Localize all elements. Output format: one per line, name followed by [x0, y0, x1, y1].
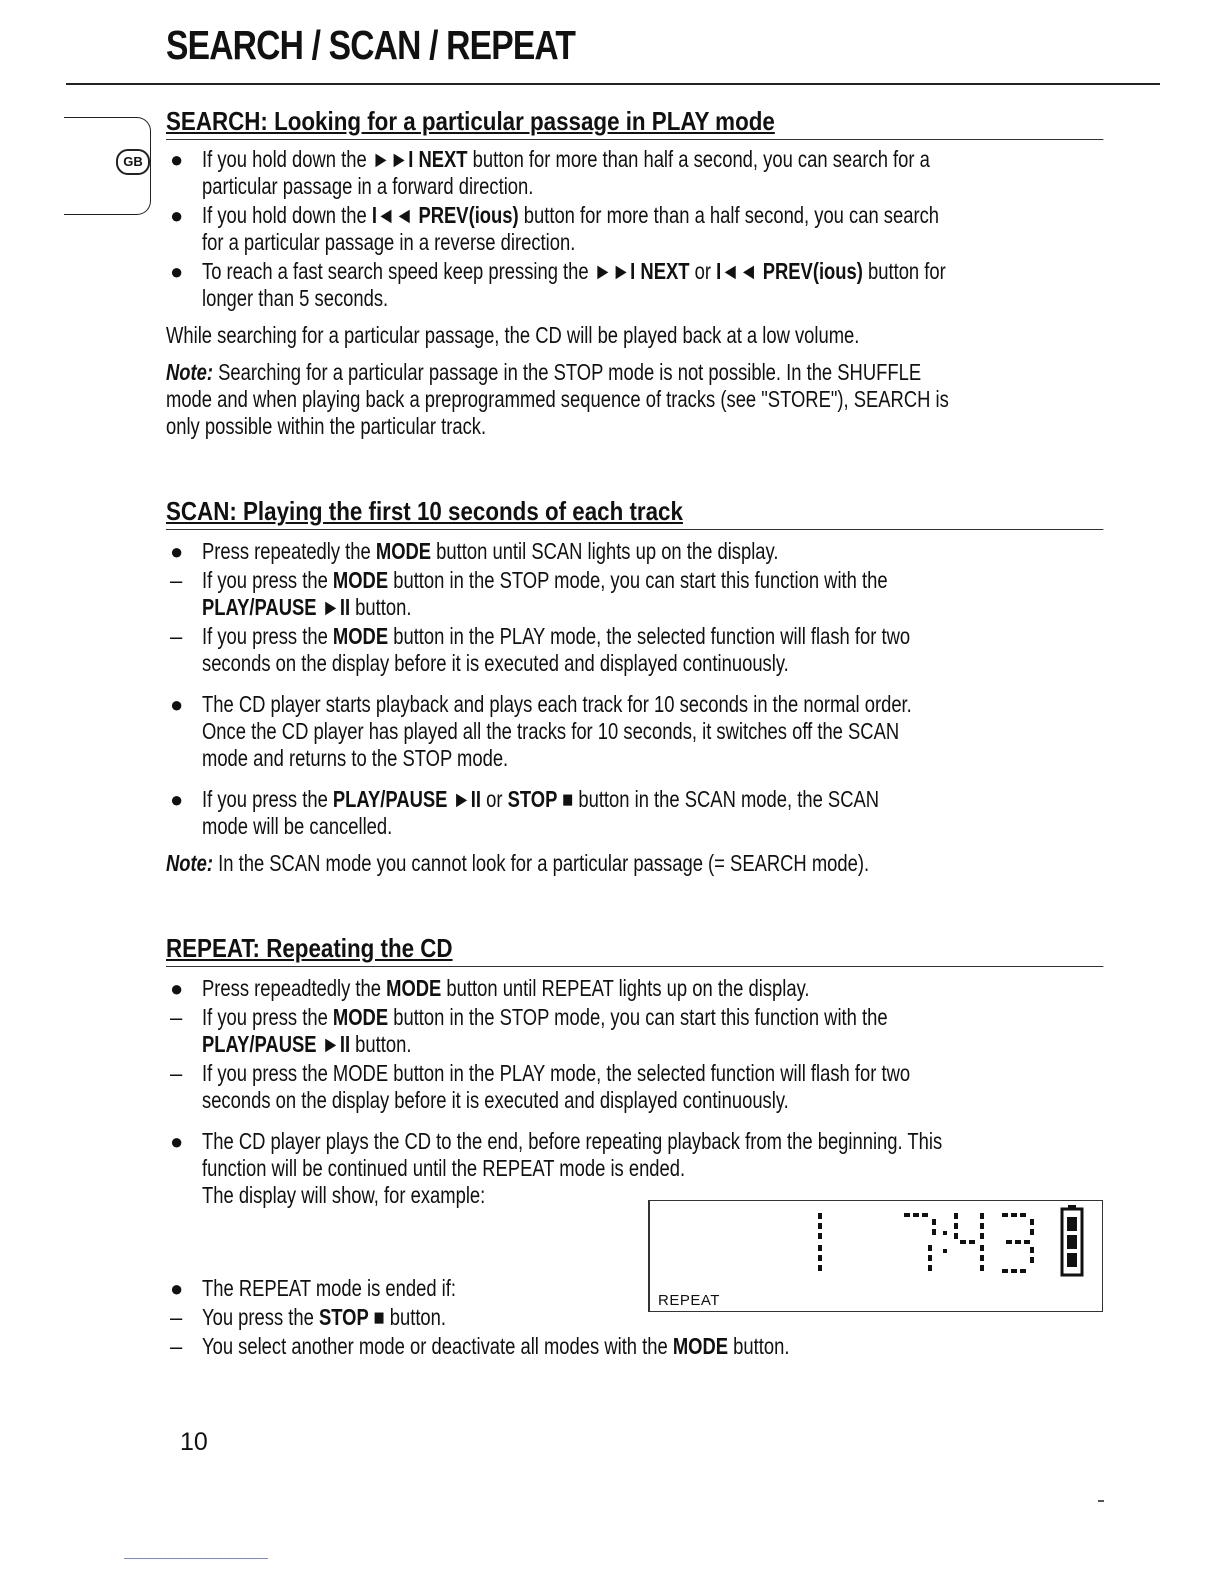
dash-icon: – [170, 1334, 183, 1359]
dash-icon: – [170, 1061, 183, 1086]
page-number: 10 [180, 1428, 208, 1456]
battery-icon [1062, 1205, 1082, 1275]
list-item: ● The CD player plays the CD to the end, before repeating playback from the beginning. This function will be continued until the REPEAT mode is ended. The display will show, for example: [170, 1128, 943, 1208]
lcd-colon [943, 1249, 947, 1253]
next-icon: ►►I [371, 146, 414, 172]
list-item: ● The CD player starts playback and plays each track for 10 seconds in the normal order. Once the CD player has played all the tracks for 10 seconds, it switches off the SCAN mode and returns to the STOP mode. [170, 691, 912, 771]
prev-icon: I◄◄ [716, 258, 758, 284]
list-item: – You press the STOP ■ button. [170, 1304, 447, 1330]
lcd-time-digit [1002, 1213, 1034, 1273]
lcd-track-digit [818, 1213, 822, 1271]
list-item: ● The REPEAT mode is ended if: [170, 1275, 456, 1301]
search-heading: SEARCH: Looking for a particular passage in PLAY mode [166, 106, 1104, 140]
bullet-icon: ● [170, 539, 184, 564]
lcd-time-digit [954, 1213, 984, 1271]
lcd-display [648, 1200, 1103, 1312]
search-section [166, 106, 1106, 440]
list-item: – If you press the MODE button in the STOP mode, you can start this function with the PLAY/PAUSE ►II button. [170, 567, 888, 620]
bullet-icon: ● [170, 692, 184, 717]
lcd-time-digit [904, 1213, 936, 1271]
scan-mark [1098, 1500, 1104, 1502]
list-item: ● If you hold down the I◄◄ PREV(ious) button for more than a half second, you can search for a particular passage in a reverse direction. [170, 202, 940, 255]
bullet-icon: ● [170, 203, 184, 228]
list-item: ● If you press the PLAY/PAUSE ►II or STOP ■ button in the SCAN mode, the SCAN mode will be cancelled. [170, 786, 880, 839]
bullet-icon: ● [170, 259, 184, 284]
scan-heading: SCAN: Playing the first 10 seconds of each track [166, 496, 1104, 530]
list-item: – If you press the MODE button in the STOP mode, you can start this function with the PLAY/PAUSE ►II button. [170, 1004, 888, 1057]
lcd-colon [943, 1231, 947, 1235]
next-icon: ►►I [593, 258, 636, 284]
footer-line [124, 1558, 268, 1559]
bullet-icon: ● [170, 147, 184, 172]
dash-icon: – [170, 1005, 183, 1030]
search-paragraph: While searching for a particular passage, the CD will be played back at a low volume. [166, 322, 860, 348]
search-note: Note: Searching for a particular passage in the STOP mode is not possible. In the SHUFFLE mode and when playing back a preprogrammed sequence of tracks (see "STORE"), SEARCH is only possible within the particular track. [166, 359, 949, 439]
list-item: ● To reach a fast search speed keep pressing the ►►I NEXT or I◄◄ PREV(ious) button for longer than 5 seconds. [170, 258, 946, 311]
list-item: ● If you hold down the ►►I NEXT button for more than half a second, you can search for a particular passage in a forward direction. [170, 146, 930, 199]
language-badge: GB [116, 149, 150, 175]
bullet-icon: ● [170, 1129, 184, 1154]
page-title: SEARCH / SCAN / REPEAT [166, 22, 576, 68]
title-rule [66, 83, 1160, 85]
bullet-icon: ● [170, 787, 184, 812]
prev-icon: I◄◄ [371, 202, 414, 228]
bullet-icon: ● [170, 976, 184, 1001]
list-item: ● Press repeatedly the MODE button until SCAN lights up on the display. [170, 538, 779, 564]
lcd-repeat-label: REPEAT [658, 1292, 720, 1309]
bullet-icon: ● [170, 1276, 184, 1301]
repeat-heading: REPEAT: Repeating the CD [166, 933, 1104, 967]
scan-section [166, 496, 1106, 877]
list-item: ● Press repeadtedly the MODE button until REPEAT lights up on the display. [170, 975, 810, 1001]
list-item: – You select another mode or deactivate all modes with the MODE button. [170, 1333, 790, 1359]
scan-note: Note: In the SCAN mode you cannot look for a particular passage (= SEARCH mode). [166, 850, 870, 876]
dash-icon: – [170, 1305, 183, 1330]
dash-icon: – [170, 568, 183, 593]
list-item: – If you press the MODE button in the PLAY mode, the selected function will flash for two seconds on the display before it is executed and displayed continuously. [170, 623, 911, 676]
lcd-digits [650, 1201, 1102, 1291]
dash-icon: – [170, 624, 183, 649]
list-item: – If you press the MODE button in the PLAY mode, the selected function will flash for two seconds on the display before it is executed and displayed continuously. [170, 1060, 911, 1113]
